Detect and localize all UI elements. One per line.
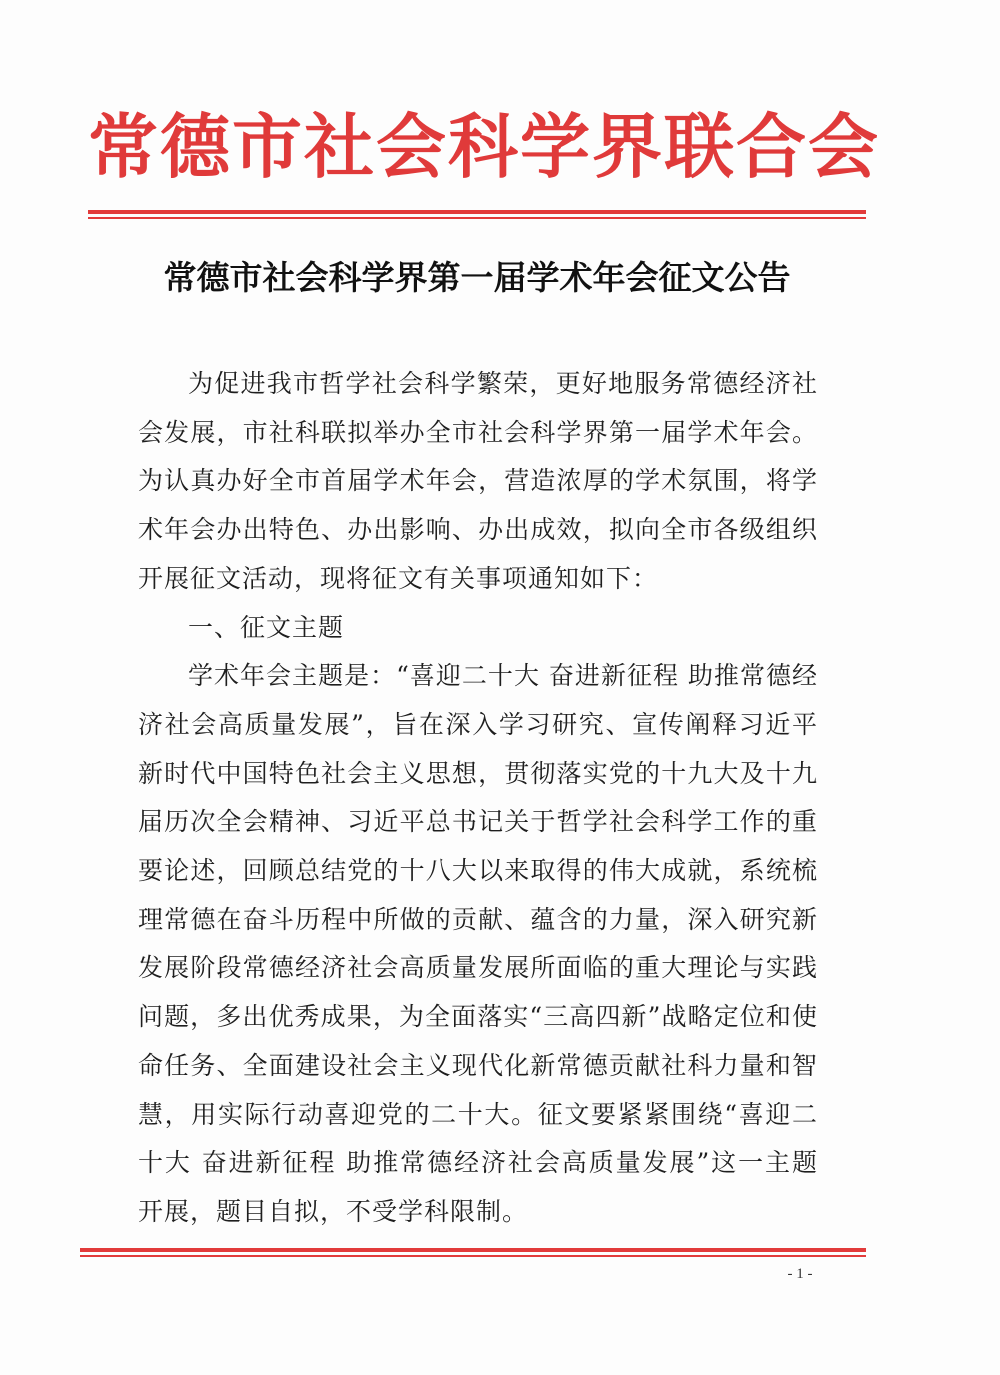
header-divider-thin-line xyxy=(88,217,866,219)
footer-divider xyxy=(80,1248,866,1257)
section-1-heading: 一、征文主题 xyxy=(188,612,345,642)
section-1-paragraph: 学术年会主题是：“喜迎二十大 奋进新征程 助推常德经济社会高质量发展”，旨在深入学习研究、宣传阐释习近平新时代中国特色社会主义思想，贯彻落实党的十九大及十九届历次全会精神、习近平总书记关于哲学社会科学工作的重要论述，回顾总结党的十八大以来取得的伟大成就，系统梳理常德在奋斗历程中所做的贡献、蕴含的力量，深入研究新发展阶段常德经济社会高质量发展所面临的重大理论与实践问题，多出优秀成果，为全面落实“三高四新”战略定位和使命任务、全面建设社会主义现代化新常德贡献社科力量和智慧，用实际行动喜迎党的二十大。征文要紧紧围绕“喜迎二十大 奋进新征程 助推常德经济社会高质量发展”这一主题开展，题目自拟，不受学科限制。 xyxy=(138,661,818,1226)
page-number: - 1 - xyxy=(787,1266,813,1282)
document-body xyxy=(138,360,818,1237)
intro-paragraph: 为促进我市哲学社会科学繁荣，更好地服务常德经济社会发展，市社科联拟举办全市社会科学界第一届学术年会。为认真办好全市首届学术年会，营造浓厚的学术氛围，将学术年会办出特色、办出影响、办出成效，拟向全市各级组织开展征文活动，现将征文有关事项通知如下： xyxy=(138,369,818,593)
header-divider xyxy=(88,210,866,219)
document-title: 常德市社会科学界第一届学术年会征文公告 xyxy=(163,258,791,297)
organization-letterhead: 常德市社会科学界联合会 xyxy=(88,105,880,188)
footer-divider-thin-line xyxy=(80,1255,866,1257)
